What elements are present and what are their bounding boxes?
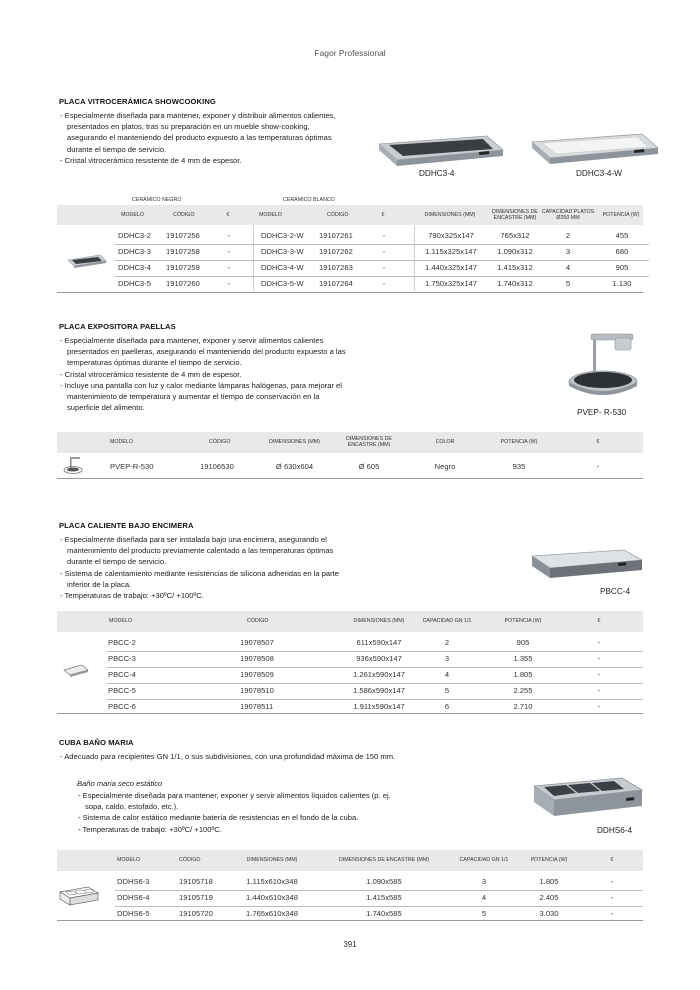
cell-model: DDHS6-3 <box>117 877 150 886</box>
col-header: € <box>226 212 230 218</box>
cell-price-w: - <box>382 263 386 272</box>
cell-capacity: 2 <box>444 638 450 647</box>
cell-power: 935 <box>512 462 526 471</box>
cell-price: - <box>227 247 231 256</box>
cell-model: PBCC-4 <box>108 670 136 679</box>
paellas-bullet: - Cristal vitrocerámico resistente de 4 mm de espesor. <box>60 369 242 379</box>
cell-capacity: 4 <box>481 893 487 902</box>
col-header: POTENCIA (W) <box>500 439 538 445</box>
cell-code: 19107260 <box>166 279 200 288</box>
cell-power: 905 <box>615 263 629 272</box>
col-header: € <box>597 618 601 624</box>
pbcc-4-product-image <box>528 546 646 582</box>
cell-cutout: 765x312 <box>500 231 530 240</box>
paellas-table-body <box>57 453 643 479</box>
cell-dimensions: 1.750x325x147 <box>425 279 477 288</box>
ddhc3-4-w-product-image <box>528 128 660 168</box>
group-ceramico-negro: CERÁMICO NEGRO <box>132 197 182 203</box>
cell-price: - <box>227 279 231 288</box>
cell-capacity: 4 <box>565 263 571 272</box>
cell-power: 2.405 <box>539 893 559 902</box>
caption-pvep-r-530: PVEP- R-530 <box>577 408 627 417</box>
cell-power: 1.355 <box>513 654 533 663</box>
col-header: DIMENSIONES DE ENCASTRE (MM) <box>492 209 538 221</box>
cell-code-w: 19107264 <box>319 279 353 288</box>
section-title-bajo-encimera: PLACA CALIENTE BAJO ENCIMERA <box>59 521 194 530</box>
cell-cutout: 1.415x312 <box>497 263 533 272</box>
cell-dimensions: 1.261x590x147 <box>353 670 405 679</box>
col-header: MODELO <box>117 857 140 863</box>
table-row <box>57 680 643 696</box>
cell-cutout: 1.090x312 <box>497 247 533 256</box>
table-bottom-border <box>57 920 643 921</box>
caption-pbcc-4: PBCC-4 <box>600 587 631 596</box>
cell-model-w: DDHC3-5-W <box>261 279 304 288</box>
cell-cutout: 1.090x585 <box>366 877 402 886</box>
cell-capacity: 3 <box>565 247 571 256</box>
caption-ddhc3-4-w: DDHC3-4-W <box>576 169 622 178</box>
paellas-description <box>59 335 351 413</box>
cell-code-w: 19107262 <box>319 247 353 256</box>
group-ceramico-blanco: CERÁMICO BLANCO <box>283 197 335 203</box>
cell-price-w: - <box>382 279 386 288</box>
cell-code: 19078511 <box>240 702 274 711</box>
cell-code: 19107258 <box>166 247 200 256</box>
cell-code: 19078509 <box>240 670 274 679</box>
cell-model: DDHC3-4 <box>118 263 151 272</box>
bajo-encimera-bullet: - Temperaturas de trabajo: +30ºC/ +100ºC. <box>60 591 204 601</box>
table-row <box>57 453 643 479</box>
bano-maria-bullet: - Temperaturas de trabajo: +30ºC/ +100ºC. <box>78 824 222 834</box>
cell-dimensions: 611x590x147 <box>356 638 402 647</box>
col-header: POTENCIA (W) <box>602 212 640 218</box>
cell-dimensions: 1.115x325x147 <box>425 247 477 256</box>
col-header: DIMENSIONES (MM) <box>269 439 320 445</box>
cell-power: 680 <box>615 247 629 256</box>
cell-code: 19078510 <box>240 686 274 695</box>
col-header: CÓDIGO <box>327 212 349 218</box>
section-title-paellas: PLACA EXPOSITORA PAELLAS <box>59 322 176 331</box>
col-header: CÓDIGO <box>173 212 195 218</box>
cell-model: DDHC3-3 <box>118 247 151 256</box>
cell-capacity: 3 <box>481 877 487 886</box>
cell-dimensions: 1.586x590x147 <box>353 686 405 695</box>
showcooking-bullet: - Cristal vitrocerámico resistente de 4 mm de espesor. <box>60 155 242 165</box>
cell-dimensions: 1.440x610x348 <box>246 893 298 902</box>
cell-model-w: DDHC3-3-W <box>261 247 304 256</box>
col-header: POTENCIA (W) <box>504 618 542 624</box>
bano-maria-subtitle: Baño maria seco estático <box>77 779 163 788</box>
cell-price: - <box>227 231 231 240</box>
col-header: CAPACIDAD GN 1/1 <box>422 618 472 624</box>
cell-price: - <box>227 263 231 272</box>
cell-cutout: 1.415x585 <box>366 893 402 902</box>
cell-price-w: - <box>382 231 386 240</box>
table-row <box>57 241 643 257</box>
cell-price: - <box>597 638 601 647</box>
cell-model: DDHS6-5 <box>117 909 150 918</box>
cell-price: - <box>610 877 614 886</box>
bano-maria-bullet: - Sistema de calor estático mediante batería de resistencias en el fondo de la cuba. <box>78 813 359 823</box>
section-title-bano-maria: CUBA BAÑO MARIA <box>59 738 134 747</box>
table-row <box>57 887 643 903</box>
bano-maria-table-body <box>57 871 643 921</box>
cell-code-w: 19107263 <box>319 263 353 272</box>
paellas-table-header <box>57 432 643 453</box>
brand-header: Fagor Professional <box>314 48 386 58</box>
cell-model-w: DDHC3-2-W <box>261 231 304 240</box>
bano-maria-intro <box>59 751 479 762</box>
col-header: € <box>381 212 385 218</box>
table-bottom-border <box>57 292 643 293</box>
cell-price: - <box>597 670 601 679</box>
cell-power: 905 <box>516 638 530 647</box>
cell-dimensions: Ø 630x604 <box>275 462 314 471</box>
col-header: POTENCIA (W) <box>530 857 568 863</box>
col-header: CÓDIGO <box>209 439 231 445</box>
cell-power: 1.805 <box>539 877 559 886</box>
bajo-encimera-bullet: - Sistema de calentamiento mediante resistencias de silicona adheridas en la parte inferior de la placa. <box>60 568 340 589</box>
cell-power: 1.130 <box>612 279 632 288</box>
table-row <box>57 632 643 648</box>
col-header: MODELO <box>121 212 144 218</box>
caption-ddhs6-4: DDHS6-4 <box>597 826 633 835</box>
cell-cutout: Ø 605 <box>358 462 380 471</box>
cell-code: 19105718 <box>179 877 213 886</box>
cell-price-w: - <box>382 247 386 256</box>
bano-maria-description <box>77 790 407 835</box>
table-bottom-border <box>57 478 643 479</box>
cell-dimensions: 790x325x147 <box>428 231 474 240</box>
cell-code-w: 19107261 <box>319 231 353 240</box>
cell-capacity: 6 <box>444 702 450 711</box>
cell-color: Negro <box>434 462 456 471</box>
bajo-encimera-table-body <box>57 632 643 714</box>
cell-power: 3.030 <box>539 909 559 918</box>
cell-price: - <box>597 702 601 711</box>
cell-code: 19107256 <box>166 231 200 240</box>
cell-model: DDHC3-5 <box>118 279 151 288</box>
table-row <box>57 648 643 664</box>
cell-price: - <box>610 893 614 902</box>
showcooking-table-header <box>57 205 643 225</box>
paellas-bullet: - Especialmente diseñada para mantener, exponer y servir alimentos calientes presentados en paelleras, asegurando el manteniendo del producto expuesto a las temperaturas óptimas durante el tiempo de servicio. <box>60 336 346 368</box>
cell-code: 19078507 <box>240 638 274 647</box>
table-row <box>57 664 643 680</box>
cell-price: - <box>597 654 601 663</box>
col-header: CAPACIDAD PLATOS Ø250 MM <box>541 209 595 221</box>
col-header: MODELO <box>110 439 133 445</box>
cell-model: PBCC-5 <box>108 686 136 695</box>
cell-model-w: DDHC3-4-W <box>261 263 304 272</box>
cell-dimensions: 1.440x325x147 <box>425 263 477 272</box>
cell-dimensions: 936x590x147 <box>356 654 402 663</box>
cell-model: DDHS6-4 <box>117 893 150 902</box>
bano-maria-intro-text: - Adecuado para recipientes GN 1/1, o sus subdivisiones, con una profundidad máxima de 150 mm. <box>60 752 396 761</box>
cell-model: PBCC-2 <box>108 638 136 647</box>
showcooking-description <box>59 110 351 166</box>
cell-price: - <box>610 909 614 918</box>
caption-ddhc3-4: DDHC3-4 <box>419 169 455 178</box>
cell-capacity: 5 <box>444 686 450 695</box>
col-header: € <box>610 857 614 863</box>
pvep-r-530-product-image <box>565 330 643 400</box>
showcooking-bullet: - Especialmente diseñada para mantener, exponer y distribuir alimentos calientes, presentados en platos, tras su preparación en un mueble show-cooking, asegurando el manteniendo del producto expuesto a las temperaturas óptimas durante el tiempo de servicio. <box>60 111 336 154</box>
cell-capacity: 3 <box>444 654 450 663</box>
bajo-encimera-description <box>59 534 351 601</box>
table-bottom-border <box>57 713 643 714</box>
col-header: CÓDIGO <box>247 618 269 624</box>
table-row <box>57 257 643 273</box>
cell-capacity: 5 <box>565 279 571 288</box>
cell-model: PBCC-3 <box>108 654 136 663</box>
col-header: DIMENSIONES DE ENCASTRE (MM) <box>338 857 430 863</box>
showcooking-table-body <box>57 225 643 293</box>
cell-cutout: 1.740x312 <box>497 279 533 288</box>
page-number: 391 <box>343 940 357 949</box>
col-header: COLOR <box>435 439 455 445</box>
col-header: DIMENSIONES (MM) <box>246 857 298 863</box>
ddhc3-4-product-image <box>375 130 505 168</box>
cell-dimensions: 1.115x610x348 <box>246 877 298 886</box>
table-row <box>57 871 643 887</box>
col-header: MODELO <box>259 212 282 218</box>
cell-code: 19078508 <box>240 654 274 663</box>
col-header: DIMENSIONES (MM) <box>424 212 476 218</box>
bajo-encimera-bullet: - Especialmente diseñada para ser instalada bajo una encimera, asegurando el mantenimiento del producto previamente calentado a las temperaturas óptimas durante el tiempo de servicio. <box>60 535 334 567</box>
table-row <box>57 903 643 919</box>
cell-model: DDHC3-2 <box>118 231 151 240</box>
cell-power: 455 <box>615 231 629 240</box>
col-header: MODELO <box>109 618 132 624</box>
table-row <box>57 696 643 712</box>
col-header: DIMENSIONES DE ENCASTRE (MM) <box>346 436 392 448</box>
cell-price: - <box>597 686 601 695</box>
cell-dimensions: 1.765x610x348 <box>246 909 298 918</box>
cell-power: 2.255 <box>513 686 533 695</box>
cell-capacity: 4 <box>444 670 450 679</box>
cell-capacity: 5 <box>481 909 487 918</box>
cell-code: 19105719 <box>179 893 213 902</box>
col-header: € <box>596 439 600 445</box>
table-row <box>57 225 643 241</box>
bano-maria-table-header <box>57 850 643 871</box>
bajo-encimera-table-header <box>57 611 643 632</box>
col-header: DIMENSIONES (MM) <box>353 618 405 624</box>
cell-model: PBCC-6 <box>108 702 136 711</box>
cell-code: 19105720 <box>179 909 213 918</box>
cell-model: PVEP-R-530 <box>110 462 154 471</box>
table-row <box>57 273 643 289</box>
table-group-headers <box>108 196 335 204</box>
col-header: CÓDIGO <box>179 857 201 863</box>
cell-dimensions: 1.911x590x147 <box>353 702 405 711</box>
cell-code: 19106530 <box>200 462 234 471</box>
col-header: CAPACIDAD GN 1/1 <box>459 857 509 863</box>
cell-power: 2.710 <box>513 702 533 711</box>
section-title-showcooking: PLACA VITROCERÁMICA SHOWCOOKING <box>59 97 216 106</box>
cell-capacity: 2 <box>565 231 571 240</box>
cell-cutout: 1.740x585 <box>366 909 402 918</box>
ddhs6-4-product-image <box>530 772 646 820</box>
cell-power: 1.805 <box>513 670 533 679</box>
bano-maria-bullet: - Especialmente diseñada para mantener, exponer y servir alimentos líquidos calientes (p. ej. sopa, caldo, estofado, etc.). <box>78 791 391 812</box>
cell-price: - <box>596 462 600 471</box>
paellas-bullet: - Incluye una pantalla con luz y calor mediante lámparas halógenas, para mejorar el mantenimiento de temperatura y aumentar el tiempo de conservación en la superficie del alimento. <box>60 380 342 413</box>
cell-code: 19107259 <box>166 263 200 272</box>
